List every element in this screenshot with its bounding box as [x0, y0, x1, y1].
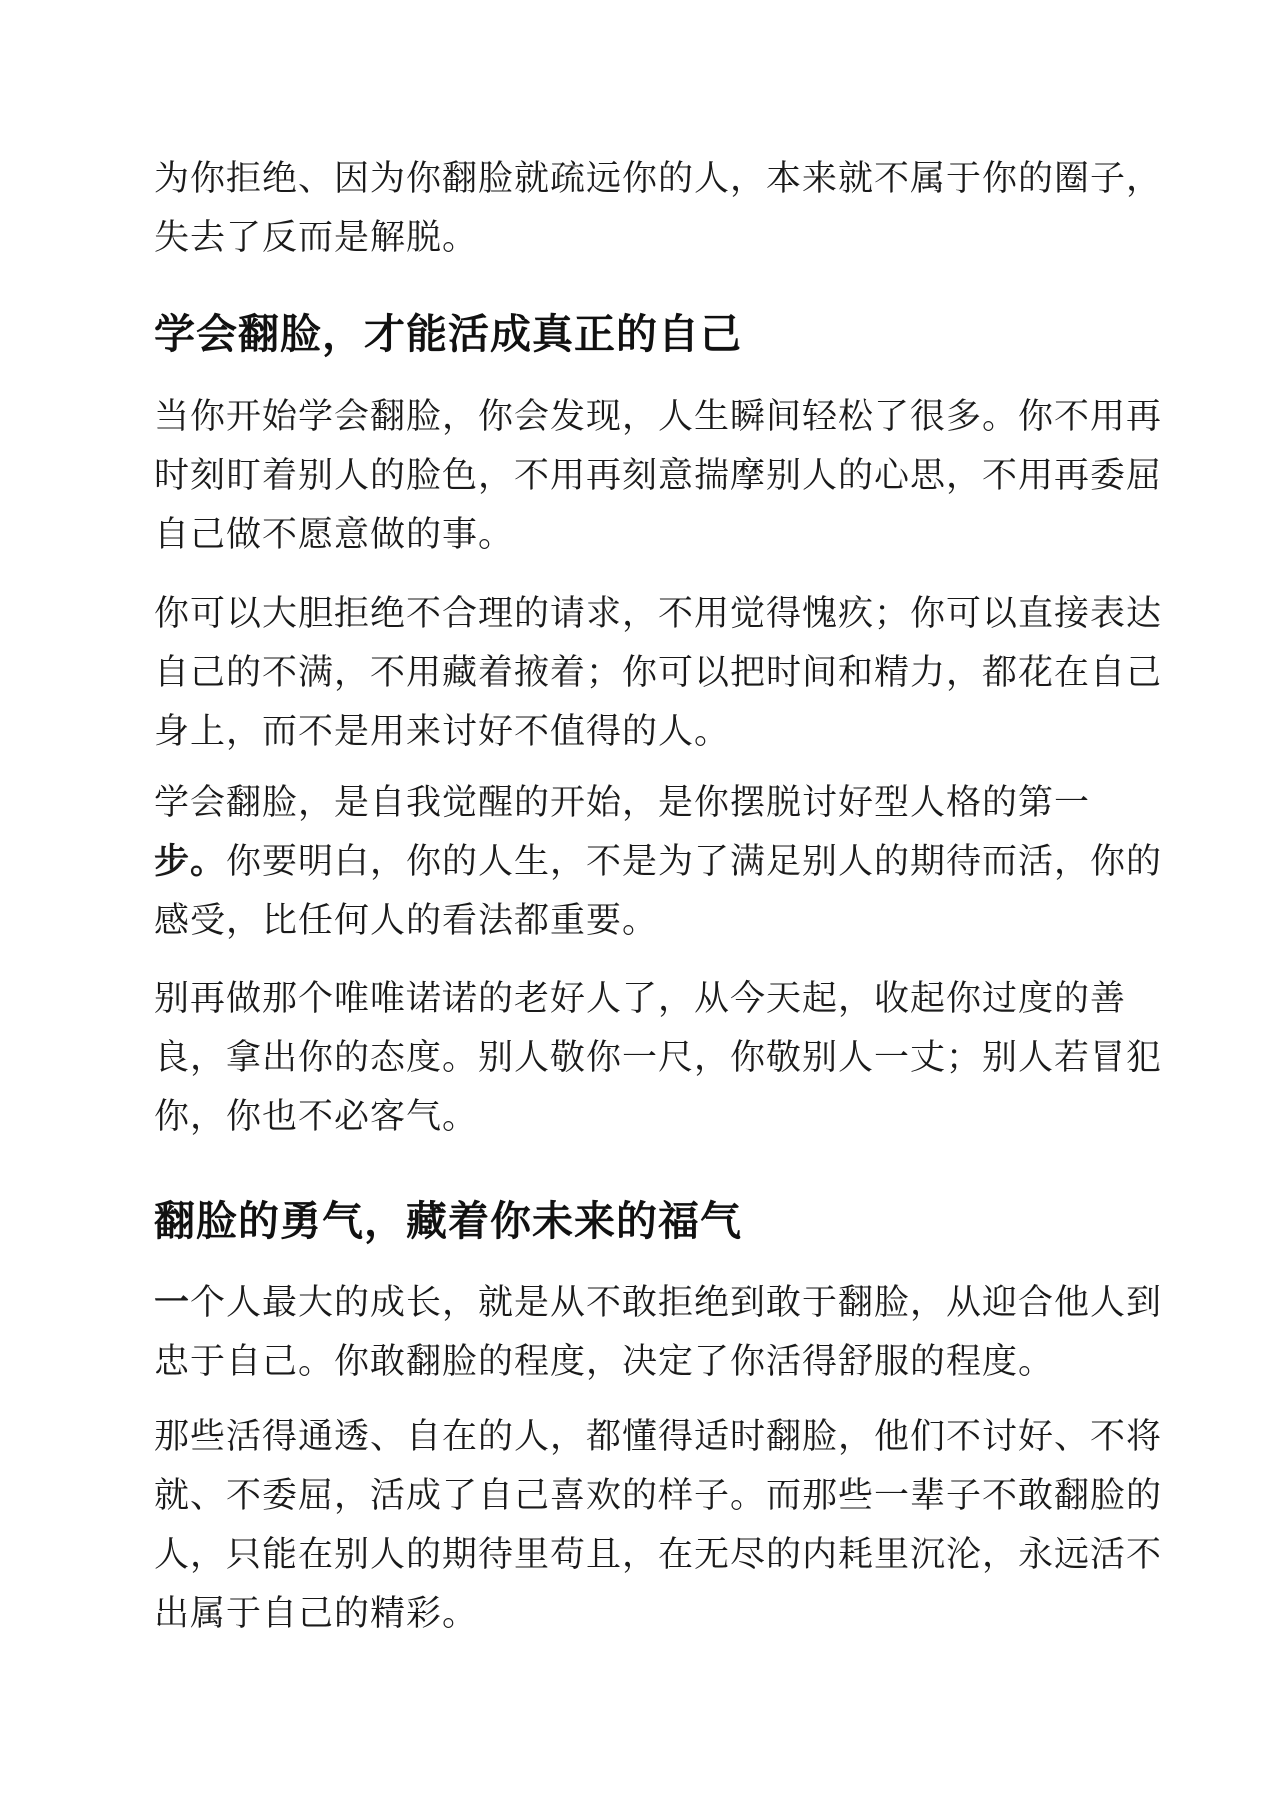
text-line — [154, 833, 1163, 892]
bold-text: 一 — [154, 1283, 191, 1323]
paragraph-4 — [154, 970, 1163, 1147]
text-line: 那些活得通透、自在的人，都懂得适时翻脸，他们不讨好、不将 — [154, 1417, 1163, 1457]
text-line: 为你拒绝、因为你翻脸就疏远你的人，本来就不属于你的圈子， — [154, 159, 1163, 199]
bold-text: 步。 — [154, 842, 227, 882]
paragraph-intro — [154, 150, 1163, 268]
text-run: 个人最大的成长，就是从不敢拒绝到敢于翻脸，从迎合他人到 — [190, 1283, 1163, 1323]
section-heading-2: 翻脸的勇气，藏着你未来的福气 — [154, 1197, 742, 1245]
text-line — [154, 1274, 1163, 1333]
text-line: 身上，而不是用来讨好不值得的人。 — [154, 712, 731, 752]
text-line: 学会翻脸，是自我觉醒的开始，是你摆脱讨好型人格的第一 — [154, 783, 1091, 823]
text-line: 感受，比任何人的看法都重要。 — [154, 901, 659, 941]
text-line: 人，只能在别人的期待里苟且，在无尽的内耗里沉沦，永远活不 — [154, 1535, 1163, 1575]
paragraph-6 — [154, 1408, 1163, 1644]
paragraph-3 — [154, 774, 1163, 951]
text-line: 时刻盯着别人的脸色，不用再刻意揣摩别人的心思，不用再委屈 — [154, 456, 1163, 496]
text-line: 失去了反而是解脱。 — [154, 218, 479, 258]
paragraph-1 — [154, 388, 1163, 565]
text-line: 自己的不满，不用藏着掖着；你可以把时间和精力，都花在自己 — [154, 653, 1163, 693]
text-line: 别再做那个唯唯诺诺的老好人了，从今天起，收起你过度的善 — [154, 979, 1127, 1019]
text-run: 你要明白，你的人生，不是为了满足别人的期待而活，你的 — [226, 842, 1163, 882]
text-line: 良，拿出你的态度。别人敬你一尺，你敬别人一丈；别人若冒犯 — [154, 1038, 1163, 1078]
text-line: 就、不委屈，活成了自己喜欢的样子。而那些一辈子不敢翻脸的 — [154, 1476, 1163, 1516]
text-line: 自己做不愿意做的事。 — [154, 515, 515, 555]
text-line: 忠于自己。你敢翻脸的程度，决定了你活得舒服的程度。 — [154, 1342, 1055, 1382]
text-line: 出属于自己的精彩。 — [154, 1594, 479, 1634]
text-line: 你，你也不必客气。 — [154, 1097, 479, 1137]
text-line: 当你开始学会翻脸，你会发现，人生瞬间轻松了很多。你不用再 — [154, 397, 1163, 437]
paragraph-5 — [154, 1274, 1163, 1392]
section-heading-1: 学会翻脸，才能活成真正的自己 — [154, 310, 742, 358]
text-line: 你可以大胆拒绝不合理的请求，不用觉得愧疚；你可以直接表达 — [154, 594, 1163, 634]
paragraph-2 — [154, 585, 1163, 762]
